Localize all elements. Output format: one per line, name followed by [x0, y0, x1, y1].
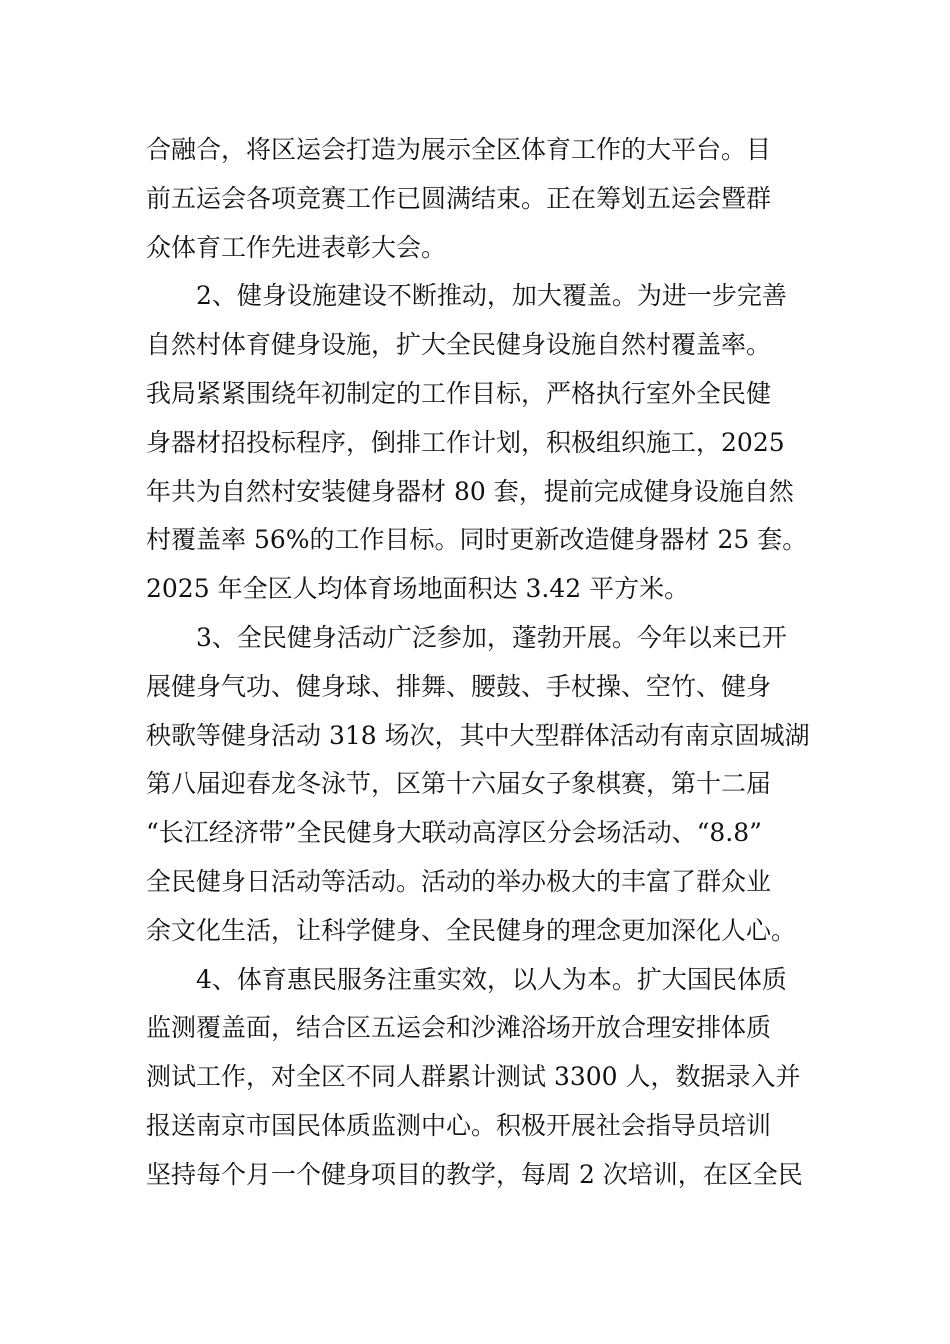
body-text: [146, 126, 811, 1200]
text-line: 2025 年全区人均体育场地面积达 3.42 平方米。: [146, 574, 690, 604]
text-line: 监测覆盖面，结合区五运会和沙滩浴场开放合理安排体质: [146, 1013, 772, 1043]
text-line: 全民健身日活动等活动。活动的举办极大的丰富了群众业: [146, 866, 772, 896]
text-line: 报送南京市国民体质监测中心。积极开展社会指导员培训: [146, 1110, 772, 1140]
text-line: 测试工作，对全区不同人群累计测试 3300 人，数据录入并: [146, 1062, 801, 1092]
text-line: 前五运会各项竞赛工作已圆满结束。正在筹划五运会暨群: [146, 183, 772, 213]
text-line: 众体育工作先进表彰大会。: [146, 232, 447, 262]
text-line: 余文化生活，让科学健身、全民健身的理念更加深化人心。: [146, 915, 797, 945]
text-line: 身器材招投标程序，倒排工作计划，积极组织施工，2025: [146, 427, 785, 457]
paragraph-2-first-line: 2、健身设施建设不断推动，加大覆盖。为进一步完善: [196, 281, 787, 311]
text-line: 村覆盖率 56%的工作目标。同时更新改造健身器材 25 套。: [146, 525, 808, 555]
paragraph-4-first-line: 4、体育惠民服务注重实效，以人为本。扩大国民体质: [196, 964, 787, 994]
text-line: 自然村体育健身设施，扩大全民健身设施自然村覆盖率。: [146, 330, 772, 360]
text-line: 展健身气功、健身球、排舞、腰鼓、手杖操、空竹、健身: [146, 671, 772, 701]
text-line: 坚持每个月一个健身项目的教学，每周 2 次培训，在区全民: [146, 1159, 803, 1189]
text-line: 第八届迎春龙冬泳节，区第十六届女子象棋赛，第十二届: [146, 769, 772, 799]
paragraph-3-first-line: 3、全民健身活动广泛参加，蓬勃开展。今年以来已开: [196, 622, 787, 652]
text-line: “长江经济带”全民健身大联动高淳区分会场活动、“8.8”: [146, 818, 762, 848]
text-line: 我局紧紧围绕年初制定的工作目标，严格执行室外全民健: [146, 378, 772, 408]
text-line: 合融合，将区运会打造为展示全区体育工作的大平台。目: [146, 135, 772, 164]
text-line: 秧歌等健身活动 318 场次，其中大型群体活动有南京固城湖: [146, 720, 810, 750]
text-line: 年共为自然村安装健身器材 80 套，提前完成健身设施自然: [146, 476, 794, 506]
